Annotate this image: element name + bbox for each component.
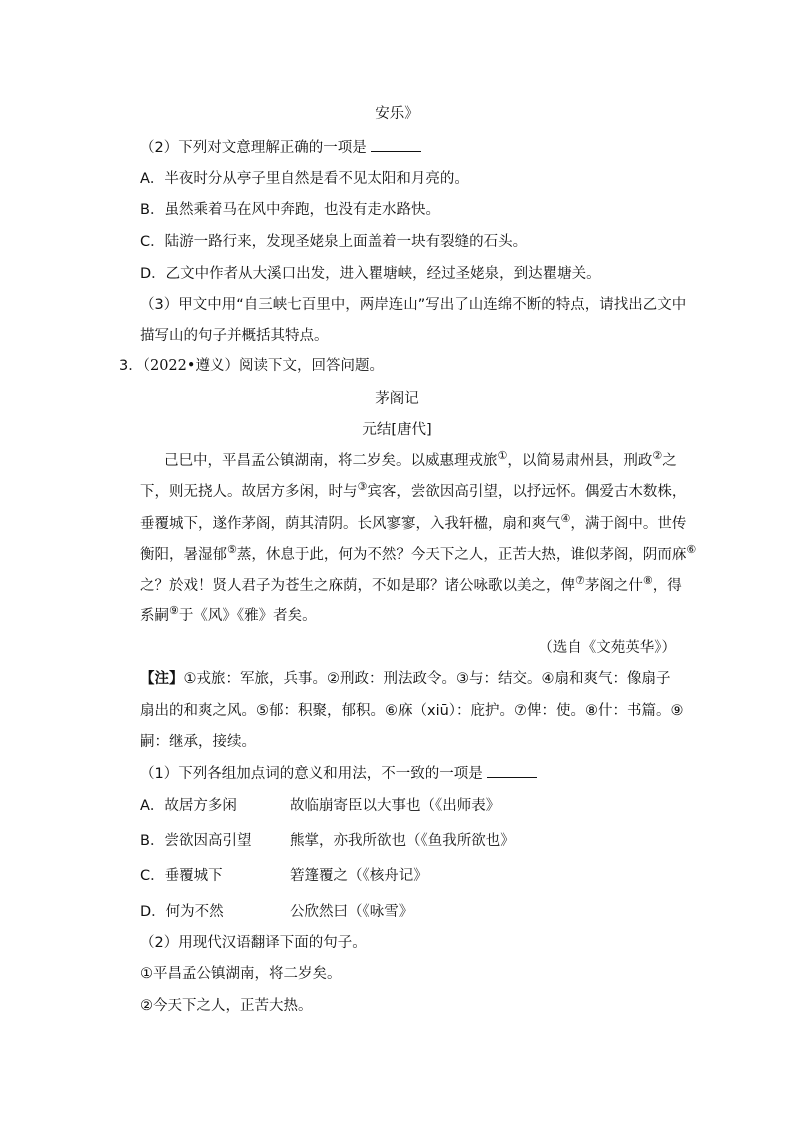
sub2-sentence-2: ②今天下之人，正苦大热。 xyxy=(140,998,313,1014)
sub1-stem-text: （1）下列各组加点词的意义和用法，不一致的一项是 xyxy=(140,766,483,782)
article-line-5 xyxy=(140,576,682,596)
text-run: 蒸，休息于此，何为不然？今天下之人，正苦大热，谁似茅阁，阴而庥 xyxy=(236,547,687,563)
note-mark: ② xyxy=(652,449,663,463)
text-run: ，得 xyxy=(652,578,682,594)
option-label: A．故居方多闲 xyxy=(140,798,237,814)
article-line-4 xyxy=(140,545,696,565)
text-run: ，以简易肃州县，刑政 xyxy=(507,453,653,469)
option-label: B．尝欲因高引望 xyxy=(140,833,252,849)
note-mark: ④ xyxy=(560,512,571,526)
text-run: 宾客，尝欲因高引望，以抒远怀。偶爱古木数株， xyxy=(367,484,687,500)
note-mark: ⑦ xyxy=(575,574,585,588)
option-ref: 熊掌，亦我所欲也（《鱼我所欲也》 xyxy=(290,833,515,849)
sub1-option-c xyxy=(140,866,428,886)
answer-blank[interactable] xyxy=(371,137,421,152)
top-fragment: 安乐》 xyxy=(375,106,419,122)
sub1-option-a xyxy=(140,796,500,816)
article-line-6 xyxy=(140,606,317,626)
text-run: 垂覆城下，遂作茅阁，荫其清阴。长风寥寥，入我轩楹，扇和爽气 xyxy=(140,516,561,532)
text-run: 己巳中，平昌孟公镇湖南，将二岁矣。以威惠理戎旅 xyxy=(164,453,498,469)
q2-option-a: A．半夜时分从亭子里自然是看不见太阳和月亮的。 xyxy=(140,171,469,187)
option-label: D．何为不然 xyxy=(140,904,224,920)
note-mark: ⑥ xyxy=(686,543,697,557)
sub1-option-d xyxy=(140,902,413,922)
text-run: 茅阁之什 xyxy=(584,578,643,594)
option-label: C．垂覆城下 xyxy=(140,868,223,884)
option-ref: 公欣然曰（《咏雪》 xyxy=(290,904,414,920)
problem-source: （2022•遵义） xyxy=(142,358,239,374)
q2-stem xyxy=(140,137,421,158)
q3-line1: （3）甲文中用“自三峡七百里中，两岸连山”写出了山连绵不断的特点，请找出乙文中 xyxy=(140,297,687,313)
problem-3-header xyxy=(119,356,384,376)
answer-blank[interactable] xyxy=(487,763,537,778)
text-run: 之？於戏！贤人君子为苍生之庥荫，不如是耶？诸公咏歌以美之，俾 xyxy=(140,578,575,594)
notes-line-1 xyxy=(140,669,671,689)
q2-stem-text: （2）下列对文意理解正确的一项是 xyxy=(140,140,367,156)
note-mark: ③ xyxy=(357,480,368,494)
note-mark: ① xyxy=(497,449,508,463)
notes-text: ①戎旅：军旅，兵事。②刑政：刑法政令。③与：结交。④扇和爽气：像扇子 xyxy=(183,671,671,687)
article-line-1 xyxy=(164,451,677,471)
sub1-option-b xyxy=(140,831,515,851)
problem-number: 3． xyxy=(119,358,143,374)
notes-line-3: 嗣：继承，接续。 xyxy=(140,734,256,750)
notes-line-2: 扇出的和爽之风。⑤郁：积聚，郁积。⑥庥（xiū）：庇护。⑦俾：使。⑧什：书篇。⑨ xyxy=(140,703,684,719)
article-line-3 xyxy=(140,514,686,534)
article-line-2 xyxy=(140,482,686,502)
article-title: 茅阁记 xyxy=(375,391,419,407)
problem-instruction: 阅读下文，回答问题。 xyxy=(238,358,384,374)
text-run: 之 xyxy=(662,453,677,469)
text-run: 衡阳，暑湿郁 xyxy=(140,547,227,563)
text-run: 于《风》《雅》者矣。 xyxy=(178,608,317,624)
text-run: 下，则无挠人。故居方多闲，时与 xyxy=(140,484,358,500)
q2-option-c: C．陆游一路行来，发现圣姥泉上面盖着一块有裂缝的石头。 xyxy=(140,234,528,250)
q2-option-d: D．乙文中作者从大溪口出发，进入瞿塘峡，经过圣姥泉，到达瞿塘关。 xyxy=(140,266,601,282)
text-run: ，满于阁中。世传 xyxy=(570,516,687,532)
text-run: 系嗣 xyxy=(140,608,169,624)
note-mark: ⑨ xyxy=(169,604,179,618)
q3-line2: 描写山的句子并概括其特点。 xyxy=(140,328,329,344)
option-ref: 箬篷覆之（《核舟记》 xyxy=(290,868,428,884)
q2-option-b: B．虽然乘着马在风中奔跑，也没有走水路快。 xyxy=(140,202,440,218)
article-source: （选自《文苑英华》） xyxy=(538,640,676,656)
note-mark: ⑧ xyxy=(642,574,653,588)
notes-label: 【注】 xyxy=(140,671,184,687)
sub2-stem: （2）用现代汉语翻译下面的句子。 xyxy=(140,935,367,951)
option-ref: 故临崩寄臣以大事也（《出师表》 xyxy=(290,798,501,814)
sub2-sentence-1: ①平昌孟公镇湖南，将二岁矣。 xyxy=(140,966,342,982)
article-author: 元结[唐代] xyxy=(362,422,432,438)
sub1-stem xyxy=(140,763,537,784)
note-mark: ⑤ xyxy=(227,543,237,557)
